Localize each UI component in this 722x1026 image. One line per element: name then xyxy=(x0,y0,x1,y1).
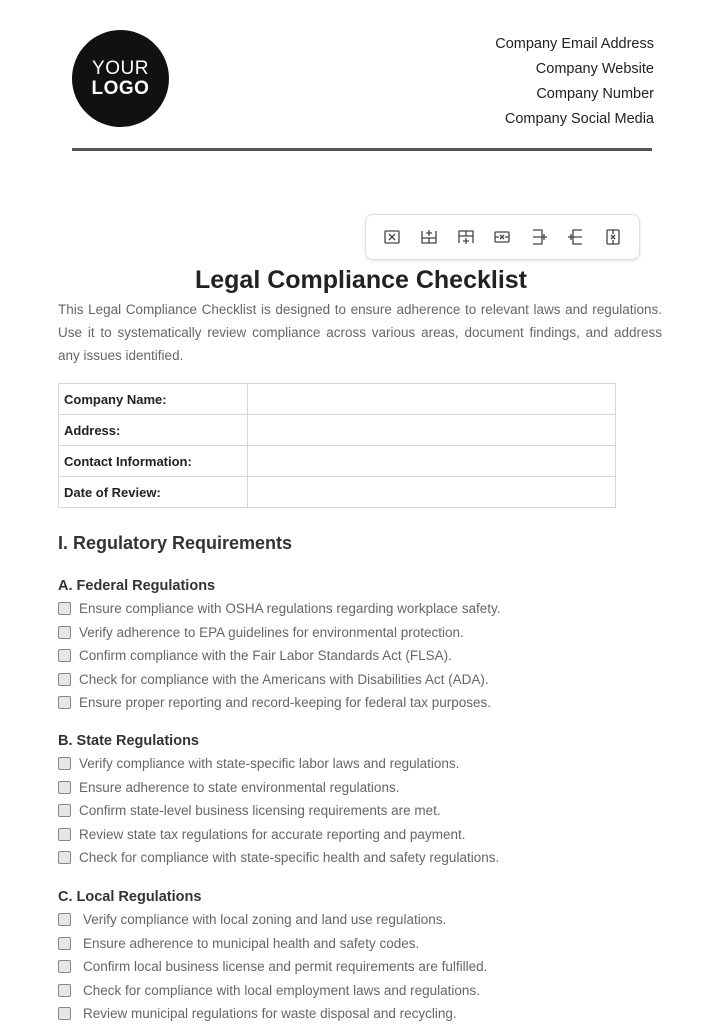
list-item xyxy=(58,597,500,621)
subsection-heading: C. Local Regulations xyxy=(58,889,202,905)
date-of-review-label: Date of Review: xyxy=(59,477,248,508)
item-text: Confirm compliance with the Fair Labor Standards Act (FLSA). xyxy=(79,648,452,664)
list-item xyxy=(58,644,500,668)
table-row xyxy=(59,446,616,477)
company-name-label: Company Name: xyxy=(59,384,248,415)
logo-line-1: YOUR xyxy=(92,58,149,79)
list-item xyxy=(58,979,487,1003)
checkbox[interactable] xyxy=(58,937,71,950)
checkbox[interactable] xyxy=(58,1007,71,1020)
checkbox[interactable] xyxy=(58,696,71,709)
item-text: Review municipal regulations for waste disposal and recycling. xyxy=(83,1006,457,1022)
checkbox[interactable] xyxy=(58,960,71,973)
subsection-heading: A. Federal Regulations xyxy=(58,578,216,594)
list-item xyxy=(58,621,500,645)
checkbox[interactable] xyxy=(58,913,71,926)
contact-information-label: Contact Information: xyxy=(59,446,248,477)
delete-table-icon[interactable] xyxy=(381,226,403,248)
section-heading: I. Regulatory Requirements xyxy=(58,533,293,553)
table-row xyxy=(59,477,616,508)
table-row xyxy=(59,384,616,415)
checkbox[interactable] xyxy=(58,602,71,615)
checkbox[interactable] xyxy=(58,984,71,997)
subsection-heading: B. State Regulations xyxy=(58,733,199,749)
item-text: Ensure compliance with OSHA regulations regarding workplace safety. xyxy=(79,601,501,617)
address-value[interactable] xyxy=(248,415,616,446)
checkbox[interactable] xyxy=(58,804,71,817)
insert-row-above-icon[interactable] xyxy=(455,226,477,248)
company-website: Company Website xyxy=(535,61,654,77)
list-item xyxy=(58,908,487,932)
list-item xyxy=(58,932,487,956)
company-logo xyxy=(72,30,169,127)
list-item xyxy=(58,955,487,979)
table-row xyxy=(59,415,616,446)
document-title: Legal Compliance Checklist xyxy=(194,266,528,294)
company-info-table xyxy=(58,383,616,508)
local-regulations-section xyxy=(58,886,487,1026)
company-social-media: Company Social Media xyxy=(504,111,654,127)
list-item xyxy=(58,752,499,776)
insert-row-below-icon[interactable] xyxy=(418,226,440,248)
address-label: Address: xyxy=(59,415,248,446)
intro-paragraph: This Legal Compliance Checklist is designed to ensure adherence to relevant laws and regulations. Use it to systematically review compliance across various areas, document findings, and address any issues identified. xyxy=(58,302,662,363)
item-text: Verify compliance with state-specific labor laws and regulations. xyxy=(79,756,460,772)
item-text: Verify adherence to EPA guidelines for environmental protection. xyxy=(79,624,464,640)
item-text: Ensure adherence to state environmental regulations. xyxy=(79,779,400,795)
list-item xyxy=(58,823,499,847)
checkbox[interactable] xyxy=(58,649,71,662)
item-text: Ensure proper reporting and record-keeping for federal tax purposes. xyxy=(79,695,491,711)
item-text: Check for compliance with the Americans with Disabilities Act (ADA). xyxy=(79,671,489,687)
delete-row-icon[interactable] xyxy=(491,226,513,248)
company-number: Company Number xyxy=(536,86,654,102)
checkbox[interactable] xyxy=(58,673,71,686)
insert-column-right-icon[interactable] xyxy=(528,226,550,248)
list-item xyxy=(58,776,499,800)
item-text: Check for compliance with local employment laws and regulations. xyxy=(83,982,480,998)
delete-column-icon[interactable] xyxy=(602,226,624,248)
logo-line-2: LOGO xyxy=(91,78,150,99)
checkbox[interactable] xyxy=(58,626,71,639)
checkbox[interactable] xyxy=(58,781,71,794)
header-divider xyxy=(72,148,652,151)
company-email: Company Email Address xyxy=(495,36,654,52)
list-item xyxy=(58,691,500,715)
company-contact-block xyxy=(495,32,654,132)
table-toolbar xyxy=(365,214,640,260)
item-text: Verify compliance with local zoning and land use regulations. xyxy=(83,912,447,928)
item-text: Check for compliance with state-specific health and safety regulations. xyxy=(79,850,500,866)
list-item xyxy=(58,846,499,870)
checkbox[interactable] xyxy=(58,851,71,864)
item-text: Ensure adherence to municipal health and safety codes. xyxy=(83,935,420,951)
federal-regulations-section xyxy=(58,575,500,715)
item-text: Confirm local business license and permit requirements are fulfilled. xyxy=(83,959,488,975)
contact-information-value[interactable] xyxy=(248,446,616,477)
item-text: Review state tax regulations for accurate reporting and payment. xyxy=(79,826,466,842)
checkbox[interactable] xyxy=(58,828,71,841)
list-item xyxy=(58,668,500,692)
list-item xyxy=(58,799,499,823)
checkbox[interactable] xyxy=(58,757,71,770)
company-name-value[interactable] xyxy=(248,384,616,415)
insert-column-left-icon[interactable] xyxy=(565,226,587,248)
list-item xyxy=(58,1002,487,1026)
item-text: Confirm state-level business licensing requirements are met. xyxy=(79,803,441,819)
date-of-review-value[interactable] xyxy=(248,477,616,508)
state-regulations-section xyxy=(58,730,499,870)
